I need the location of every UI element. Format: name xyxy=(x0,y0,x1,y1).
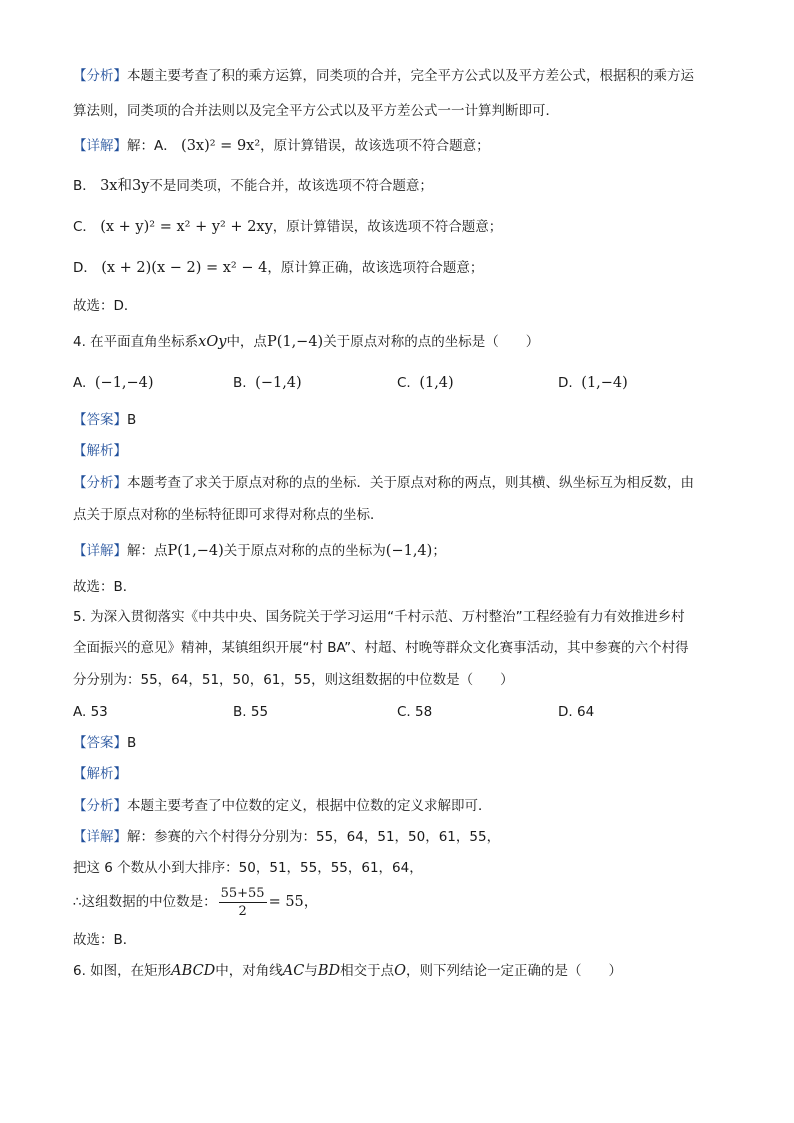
q6-rectangle-name: ABCD xyxy=(171,963,216,979)
q4-analysis-line-1 xyxy=(73,473,694,493)
answer-tag: 【答案】 xyxy=(73,412,127,428)
q4-point: P(1,−4) xyxy=(266,334,324,350)
detail-a-prefix: 解：A． xyxy=(127,138,177,154)
option-value: 58 xyxy=(415,704,433,720)
q4-detail xyxy=(73,541,446,561)
q4-stem-prefix: 4. 在平面直角坐标系 xyxy=(73,334,199,350)
detail-d-prefix: D． xyxy=(73,260,97,276)
q3-detail-c xyxy=(73,217,502,237)
detail-tag: 【详解】 xyxy=(73,829,127,845)
analysis-text: 本题主要考查了中位数的定义，根据中位数的定义求解即可． xyxy=(127,798,492,814)
option-value: 53 xyxy=(90,704,108,720)
q4-option-b xyxy=(233,373,302,393)
analysis-text: 本题主要考查了积的乘方运算，同类项的合并，完全平方公式以及平方差公式，根据积的乘方运 xyxy=(127,68,694,84)
q3-analysis-line-1 xyxy=(73,66,694,86)
detail-c-text: ，原计算错误，故该选项不符合题意； xyxy=(272,219,503,235)
detail-b-expr: 3x和3y xyxy=(100,178,150,194)
q5-option-a xyxy=(73,702,108,722)
option-value: (−1,−4) xyxy=(94,375,154,391)
q6-stem-mid: 相交于点 xyxy=(340,963,395,979)
q4-explain-tag: 【解析】 xyxy=(73,443,127,459)
option-label: A. xyxy=(73,704,87,720)
option-label: B. xyxy=(233,704,247,720)
q6-stem-mid: 中，对角线 xyxy=(215,963,283,979)
q6-stem xyxy=(73,961,622,981)
detail-b-prefix: B． xyxy=(73,178,96,194)
q5-detail-line-2: 把这 6 个数从小到大排序：50，51，55，55，61，64， xyxy=(73,860,423,876)
q5-detail-line-3 xyxy=(73,884,318,920)
q4-analysis-line-2: 点关于原点对称的坐标特征即可求得对称点的坐标． xyxy=(73,507,384,523)
detail-d-text: ，原计算正确，故该选项符合题意； xyxy=(267,260,484,276)
answer-value: B xyxy=(127,735,137,751)
option-label: D. xyxy=(558,375,573,391)
q4-option-d xyxy=(558,373,628,393)
detail-median-result: = 55， xyxy=(268,894,319,910)
q3-analysis-line-2 xyxy=(73,101,559,121)
q4-coordinate-system: xOy xyxy=(198,334,227,350)
q6-diagonal-ac: AC xyxy=(282,963,305,979)
q4-stem xyxy=(73,332,539,352)
option-value: 55 xyxy=(250,704,269,720)
option-label: B. xyxy=(233,375,247,391)
analysis-text: 算法则，同类项的合并法则以及完全平方公式以及平方差公式一一计算判断即可． xyxy=(73,103,559,119)
q5-option-b xyxy=(233,702,268,722)
option-label: A. xyxy=(73,375,87,391)
fraction-denominator: 2 xyxy=(238,903,247,919)
detail-median-prefix: ∴这组数据的中位数是： xyxy=(73,894,217,910)
q3-choice: 故选：D． xyxy=(73,298,138,314)
q4-option-c xyxy=(397,373,454,393)
option-label: C. xyxy=(397,375,411,391)
option-value: (−1,4) xyxy=(255,375,302,391)
detail-mid: 关于原点对称的点的坐标为 xyxy=(223,543,386,559)
q4-option-a xyxy=(73,373,154,393)
detail-tag: 【详解】 xyxy=(73,138,127,154)
q5-stem-line-3: 分分别为：55，64，51，50，61，55，则这组数据的中位数是（ ） xyxy=(73,672,514,688)
detail-c-prefix: C． xyxy=(73,219,96,235)
detail-point: P(1,−4) xyxy=(167,543,224,559)
detail-end: ； xyxy=(432,543,446,559)
analysis-tag: 【分析】 xyxy=(73,68,127,84)
q3-detail-d xyxy=(73,258,483,278)
fraction-numerator: 55+55 xyxy=(220,885,265,901)
detail-c-expr: (x + y)² = x² + y² + 2xy xyxy=(100,219,273,235)
q3-detail-b xyxy=(73,176,433,196)
option-value: 64 xyxy=(576,704,595,720)
q4-stem-suffix: 关于原点对称的点的坐标是（ ） xyxy=(323,334,540,350)
q4-stem-mid: 中，点 xyxy=(226,334,267,350)
q5-answer xyxy=(73,733,136,753)
q6-stem-prefix: 6. 如图，在矩形 xyxy=(73,963,172,979)
median-fraction xyxy=(219,885,267,920)
q5-choice: 故选：B． xyxy=(73,932,137,948)
analysis-text: 本题考查了求关于原点对称的点的坐标．关于原点对称的两点，则其横、纵坐标互为相反数，由 xyxy=(127,475,694,491)
detail-text: 解：参赛的六个村得分分别为：55，64，51，50，61，55， xyxy=(127,829,501,845)
detail-a-expr: (3x)² = 9x² xyxy=(181,138,261,154)
q6-stem-suffix: ，则下列结论一定正确的是（ ） xyxy=(406,963,623,979)
q6-stem-mid: 与 xyxy=(304,963,318,979)
option-value: (1,4) xyxy=(419,375,454,391)
q5-analysis xyxy=(73,796,492,816)
q5-stem-line-2: 全面振兴的意见》精神，某镇组织开展“村 BA”、村超、村晚等群众文化赛事活动，其中参赛的六个村得 xyxy=(73,640,689,656)
q6-diagonal-bd: BD xyxy=(317,963,341,979)
detail-result: (−1,4) xyxy=(385,543,433,559)
option-label: C. xyxy=(397,704,411,720)
detail-a-text: ，原计算错误，故该选项不符合题意； xyxy=(260,138,490,154)
detail-b-text: 不是同类项，不能合并，故该选项不符合题意； xyxy=(149,178,433,194)
option-label: D. xyxy=(558,704,573,720)
detail-d-expr: (x + 2)(x − 2) = x² − 4 xyxy=(101,260,268,276)
q4-choice: 故选：B． xyxy=(73,579,137,595)
answer-value: B xyxy=(127,412,137,428)
option-value: (1,−4) xyxy=(581,375,628,391)
q5-option-d xyxy=(558,702,594,722)
analysis-tag: 【分析】 xyxy=(73,475,127,491)
q5-option-c xyxy=(397,702,432,722)
analysis-tag: 【分析】 xyxy=(73,798,127,814)
q4-answer xyxy=(73,410,136,430)
detail-tag: 【详解】 xyxy=(73,543,127,559)
detail-prefix: 解：点 xyxy=(127,543,168,559)
q3-detail-a xyxy=(73,136,490,156)
q5-stem-line-1: 5. 为深入贯彻落实《中共中央、国务院关于学习运用“千村示范、万村整治”工程经验有力有效推进乡村 xyxy=(73,609,685,625)
q6-point-o: O xyxy=(394,963,407,979)
answer-tag: 【答案】 xyxy=(73,735,127,751)
q5-explain-tag: 【解析】 xyxy=(73,766,127,782)
q5-detail-line-1 xyxy=(73,827,500,847)
